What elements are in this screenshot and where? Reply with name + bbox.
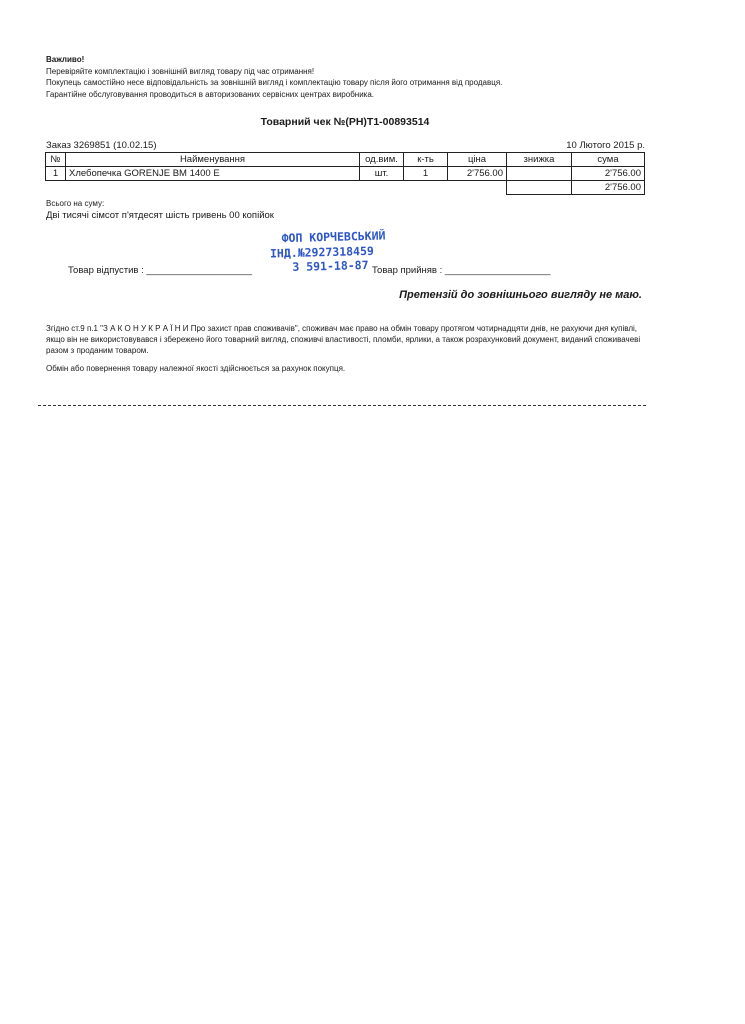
subtotal-row (46, 181, 645, 195)
cut-line-divider (38, 405, 646, 406)
document-date: 10 Лютого 2015 р. (566, 140, 645, 151)
total-in-words: Дві тисячі сімсот п'ятдесят шість гривень 00 копійок (46, 210, 274, 221)
received-by-signature: Товар прийняв : ____________________ (372, 265, 551, 276)
col-number-header: № (46, 153, 66, 167)
row-unit: шт. (360, 167, 404, 181)
no-claims-statement: Претензій до зовнішнього вигляду не маю. (399, 289, 642, 301)
row-name: Хлебопечка GORENJE BM 1400 E (66, 167, 360, 181)
subtotal-value: 2'756.00 (572, 181, 645, 195)
notice-line: Покупець самостійно несе відповідальність за зовнішній вигляд і комплектацію товару після його отримання від продавця. (46, 78, 503, 88)
col-unit-header: од.вим. (360, 153, 404, 167)
col-discount-header: знижка (507, 153, 572, 167)
col-price-header: ціна (448, 153, 507, 167)
document-title: Товарний чек №(РН)Т1-00893514 (260, 116, 430, 128)
row-qty: 1 (404, 167, 448, 181)
notice-line: Перевіряйте комплектацію і зовнішній вигляд товару під час отримання! (46, 66, 315, 76)
col-sum-header: сума (572, 153, 645, 167)
items-table (45, 152, 645, 195)
row-price: 2'756.00 (448, 167, 507, 181)
exchange-policy-text: Обмін або повернення товару належної якості здійснюється за рахунок покупця. (46, 364, 346, 373)
table-header-row (46, 153, 645, 167)
col-name-header: Найменування (66, 153, 360, 167)
row-number: 1 (46, 167, 66, 181)
order-number: Заказ 3269851 (10.02.15) (46, 140, 157, 151)
table-row (46, 167, 645, 181)
row-sum: 2'756.00 (572, 167, 645, 181)
stamp-line: ФОП КОРЧЕВСЬКИЙ (281, 228, 386, 246)
consumer-law-text: Згідно ст.9 п.1 "З А К О Н У К Р А Ї Н И Про захист прав споживачів", споживач має право на обмін товару протягом чотирнадцяти днів, не рахуючи дня купівлі, якщо він не використовувався і збережено його товарний вигляд, споживчі властивості, пломби, ярлики, а також розрахунковий документ, виданий споживачеві разом з проданим товаром. (46, 324, 641, 355)
notice-title: Важливо! (46, 55, 85, 64)
row-discount (507, 167, 572, 181)
important-notice (46, 54, 502, 100)
issued-by-signature: Товар відпустив : ____________________ (68, 265, 253, 276)
stamp-line: ІНД.№2927318459 (269, 243, 375, 261)
col-qty-header: к-ть (404, 153, 448, 167)
seller-stamp (269, 228, 386, 275)
subtotal-spacer (507, 181, 572, 195)
total-label: Всього на суму: (46, 199, 105, 208)
notice-line: Гарантійне обслуговування проводиться в авторизованих сервісних центрах виробника. (46, 89, 375, 99)
stamp-line: З 591-18-87 (292, 257, 369, 274)
